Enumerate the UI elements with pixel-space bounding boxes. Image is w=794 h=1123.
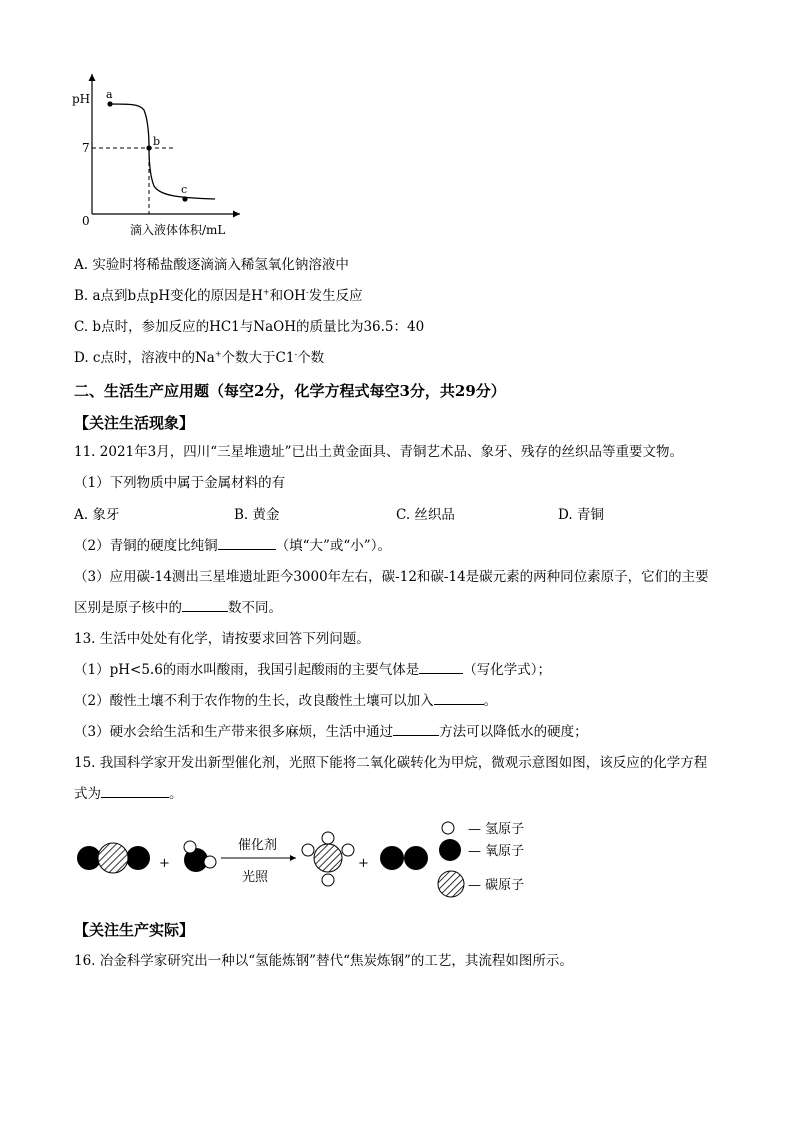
option-b-mid: 和OH (269, 288, 306, 304)
q11-part3-post: 数不同。 (228, 600, 282, 616)
q11-opt-d: D. 青铜 (558, 507, 604, 523)
q13-answer-blank-2[interactable] (434, 692, 484, 705)
q11-part3-line1: （3）应用碳-14测出三星堆遗址距今3000年左右，碳-12和碳-14是碳元素的两种同位素原子，它们的主要 (74, 569, 709, 585)
q11-opt-a: A. 象牙 (74, 507, 120, 523)
option-d-mid: 个数大于C1 (221, 350, 295, 366)
option-a: A. 实验时将稀盐酸逐滴滴入稀氢氧化钠溶液中 (74, 257, 349, 273)
q11-part2-post: （填“大”或“小”）。 (275, 538, 391, 554)
origin-label: 0 (82, 214, 90, 228)
y-axis-label: pH (72, 92, 91, 106)
q16-stem: 16. 冶金科学家研究出一种以“氢能炼钢”替代“焦炭炼钢”的工艺，其流程如图所示。 (74, 953, 573, 969)
q13-part3-post: 方法可以降低水的硬度； (439, 724, 588, 740)
option-d-sup1: + (214, 349, 222, 359)
ch4-molecule (302, 832, 354, 886)
q13-part3 (74, 723, 588, 741)
q11-part2 (74, 537, 391, 555)
q15-answer-blank[interactable] (101, 785, 169, 798)
option-c: C. b点时，参加反应的HC1与NaOH的质量比为36.5：40 (74, 319, 425, 335)
catalyst-label: 催化剂 (238, 838, 278, 853)
q11-opt-b: B. 黄金 (234, 507, 280, 523)
q13-part1-pre: （1）pH<5.6的雨水叫酸雨，我国引起酸雨的主要气体是 (74, 662, 420, 678)
q13-part3-pre: （3）硬水会给生活和生产带来很多麻烦，生活中通过 (74, 724, 394, 740)
point-b (146, 145, 151, 150)
co2-molecule (77, 843, 150, 873)
x-axis-label: 滴入液体体积/mL (130, 223, 226, 237)
point-b-label: b (153, 135, 161, 148)
option-d-post: 个数 (297, 350, 325, 366)
legend-carbon-atom (438, 871, 464, 897)
q11-stem: 11. 2021年3月，四川“三星堆遗址”已出土黄金面具、青铜艺术品、象牙、残存的丝织品等重要文物。 (74, 444, 684, 460)
option-d (74, 349, 324, 367)
q13-stem: 13. 生活中处处有化学，请按要求回答下列问题。 (74, 631, 370, 647)
legend-hydrogen-label: — 氢原子 (468, 822, 525, 837)
h2o-molecule (184, 841, 216, 872)
q11-part3-pre: 区别是原子核中的 (74, 600, 182, 616)
legend-oxygen-label: — 氧原子 (468, 844, 525, 859)
point-c (182, 196, 187, 201)
plus-sign-1: + (159, 856, 170, 871)
q13-part1-post: （写化学式）； (463, 662, 552, 678)
legend-oxygen-atom (439, 839, 461, 861)
point-c-label: c (181, 183, 188, 196)
option-b-post: 发生反应 (308, 288, 363, 304)
light-label: 光照 (242, 870, 269, 885)
q11-part3-line2 (74, 599, 282, 617)
q11-answer-blank-3[interactable] (182, 599, 228, 612)
option-b-sup1: + (262, 287, 270, 297)
option-b-sup2: - (305, 287, 309, 297)
plus-sign-2: + (358, 856, 369, 871)
legend-hydrogen-atom (442, 822, 454, 834)
q11-answer-blank-2[interactable] (218, 537, 276, 550)
q11-part1: （1）下列物质中属于金属材料的有 (74, 475, 286, 491)
q13-answer-blank-3[interactable] (393, 723, 439, 736)
q13-answer-blank-1[interactable] (419, 661, 463, 674)
legend-carbon-label: — 碳原子 (468, 878, 525, 893)
q13-part2-pre: （2）酸性土壤不利于农作物的生长，改良酸性土壤可以加入 (74, 693, 434, 709)
subsection-production: 【关注生产实际】 (74, 921, 195, 939)
point-a (107, 101, 112, 106)
ph-titration-graph (70, 68, 250, 238)
subsection-life: 【关注生活现象】 (74, 414, 195, 432)
o2-molecule (380, 846, 428, 870)
option-b (74, 287, 363, 305)
q15-line2 (74, 785, 183, 803)
point-a-label: a (106, 88, 113, 101)
q11-part2-pre: （2）青铜的硬度比纯铜 (74, 538, 218, 554)
option-b-pre: B. a点到b点pH变化的原因是H (74, 288, 263, 304)
q11-opt-c: C. 丝织品 (396, 507, 455, 523)
section2-title: 二、生活生产应用题（每空2分，化学方程式每空3分，共29分） (74, 382, 506, 400)
titration-curve (110, 104, 215, 199)
reaction-micro-diagram (70, 812, 570, 902)
q15-line2-pre: 式为 (74, 786, 101, 802)
q15-line1: 15. 我国科学家开发出新型催化剂，光照下能将二氧化碳转化为甲烷，微观示意图如图，该反应的化学方程 (74, 755, 708, 771)
tick-7-label: 7 (82, 141, 90, 155)
q13-part2-post: 。 (483, 693, 498, 709)
option-d-pre: D. c点时，溶液中的Na (74, 350, 215, 366)
q13-part1 (74, 661, 551, 679)
q13-part2 (74, 692, 497, 710)
option-d-sup2: - (294, 349, 298, 359)
q15-line2-post: 。 (169, 786, 183, 802)
